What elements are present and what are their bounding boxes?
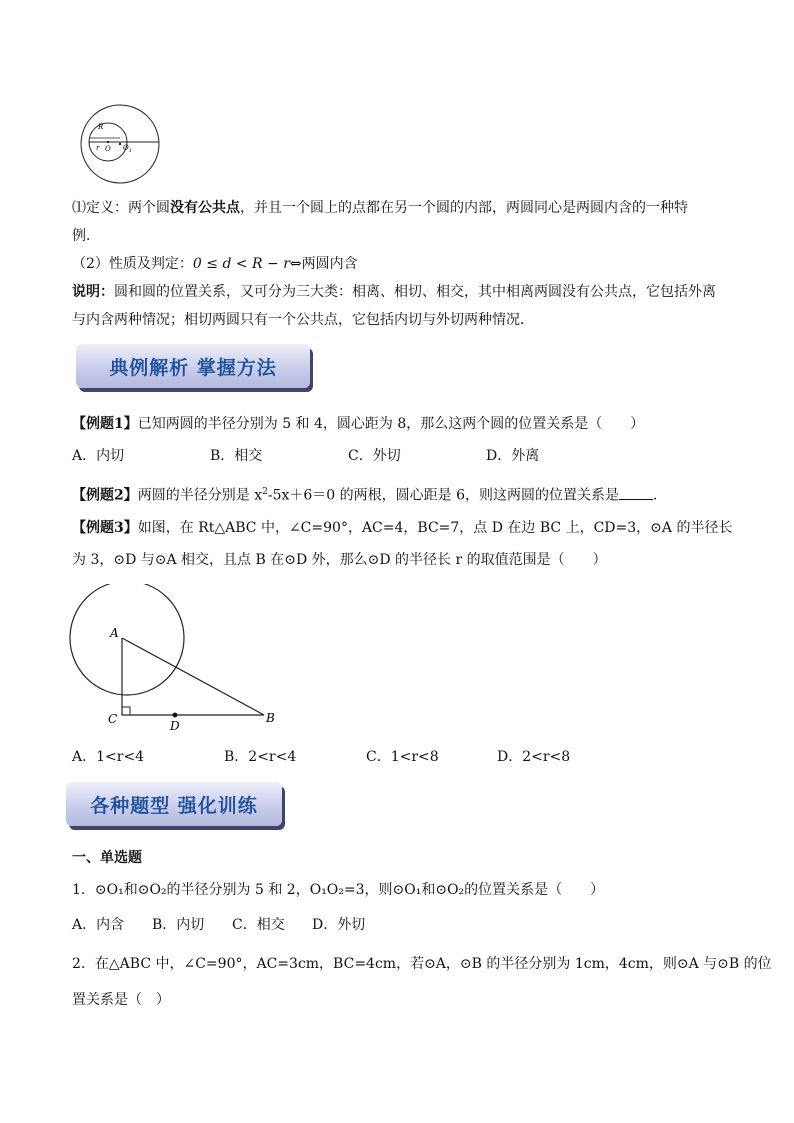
question1-text: 1．⊙O₁和⊙O₂的半径分别为 5 和 2，O₁O₂=3，则⊙O₁和⊙O₂的位置关系是（ ） [72,882,605,898]
example1-option-b: B．相交 [210,448,263,464]
figure-concentric-circles [76,104,166,184]
label-D: D [170,719,180,733]
example1-question: 【例题1】已知两圆的半径分别为 5 和 4，圆心距为 8，那么这两个圆的位置关系是（ ） [72,416,645,432]
question2-line1: 2．在△ABC 中，∠C=90°，AC=3cm，BC=4cm，若⊙A，⊙B 的半径分别为 1cm，4cm，则⊙A 与⊙B 的位 [72,956,772,972]
note-line2: 与内含两种情况；相切两圆只有一个公共点，它包括内切与外切两种情况． [72,312,534,328]
question1-option-c: C．相交 [232,917,285,933]
side-AB [122,638,264,715]
example3-option-c: C．1<r<8 [366,749,439,765]
right-angle-mark [122,707,130,715]
example3-option-a: A．1<r<4 [72,749,145,765]
label-r: r [96,144,100,152]
property-line: （2）性质及判定：0 ≤ d < R − r⇔两圆内含 [72,256,358,272]
example3-option-d: D．2<r<8 [497,749,571,765]
figure-triangle-circle [66,584,286,734]
question1-option-d: D．外切 [312,917,366,933]
label-B: B [266,711,275,725]
property-formula: 0 ≤ d < R − r [192,256,290,272]
example1-option-d: D．外离 [486,448,540,464]
note-label: 说明： [72,284,114,300]
section-banner-examples: 典例解析 掌握方法 [76,344,310,388]
section-banner-training: 各种题型 强化训练 [66,782,282,826]
section-heading-single-choice: 一、单选题 [72,850,142,866]
circle-A [70,584,184,695]
note-line1: 说明：圆和圆的位置关系，又可分为三大类：相离、相切、相交，其中相离两圆没有公共点，它包括外离 [72,284,716,300]
question1-option-a: A．内含 [72,917,125,933]
label-O1: $O_1$ [123,144,132,154]
label-R: R [98,123,104,131]
label-A: A [110,626,119,640]
example3-tag: 【例题3】 [72,520,138,536]
question1-option-b: B．内切 [152,917,205,933]
example1-option-c: C．外切 [348,448,401,464]
definition-line2: 例． [72,228,100,244]
example2-tag: 【例题2】 [72,487,138,504]
center-O [107,141,109,143]
example3-line2: 为 3，⊙D 与⊙A 相交，且点 B 在⊙D 外，那么⊙D 的半径长 r 的取值范围是（ ） [72,552,607,568]
label-C: C [108,712,118,726]
answer-blank[interactable] [619,485,653,500]
example3-line1: 【例题3】如图，在 Rt△ABC 中，∠C=90°，AC=4，BC=7，点 D 在边 BC 上，CD=3，⊙A 的半径长 [72,520,733,536]
question2-line2: 置关系是（ ） [72,992,170,1008]
point-D [173,713,178,718]
example2-question: 【例题2】两圆的半径分别是 $x^2-5x+6=0$ 的两根，圆心距是 6，则这两圆的位置关系是 ． [72,482,667,506]
label-O: O [105,145,111,153]
example1-tag: 【例题1】 [72,416,138,432]
example1-option-a: A．内切 [72,448,125,464]
definition-line1: ⑴定义：两个圆没有公共点，并且一个圆上的点都在另一个圆的内部，两圆同心是两圆内含的一种特 [72,200,688,216]
example3-option-b: B．2<r<4 [224,749,297,765]
center-O1 [119,143,121,145]
definition-bold: 没有公共点 [170,200,240,216]
